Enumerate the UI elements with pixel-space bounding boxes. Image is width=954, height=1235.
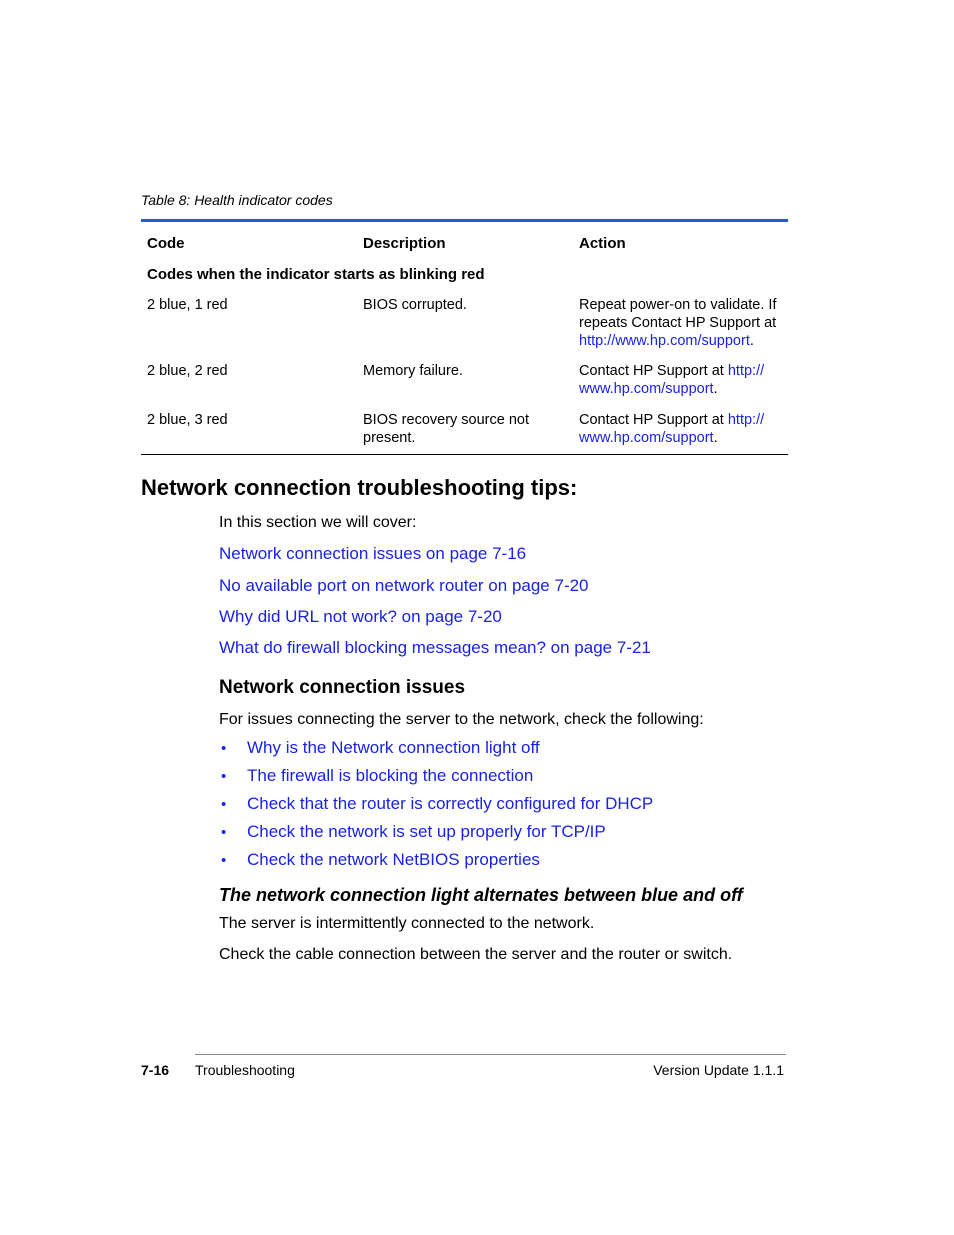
toc-link[interactable]: No available port on network router on page 7-20 [219, 576, 589, 595]
table-row-action [579, 362, 784, 398]
topic-paragraph: The server is intermittently connected to the network. [219, 915, 595, 932]
column-header-action: Action [579, 235, 626, 252]
footer-rule [195, 1054, 786, 1055]
section-title: Network connection troubleshooting tips: [141, 475, 578, 500]
page-number: 7-16 [141, 1062, 170, 1078]
table-row-code: 2 blue, 3 red [147, 412, 228, 428]
toc-link[interactable]: Network connection issues on page 7-16 [219, 544, 527, 563]
column-header-description: Description [363, 235, 446, 252]
table-row-code: 2 blue, 1 red [147, 297, 228, 313]
section-intro: In this section we will cover: [219, 514, 417, 531]
support-link[interactable]: http://www.hp.com/support [579, 333, 750, 349]
bullet-link[interactable]: The firewall is blocking the connection [247, 766, 534, 785]
action-text: Contact HP Support at [579, 363, 724, 379]
column-header-code: Code [147, 235, 185, 252]
action-text: Repeat power-on to validate. If repeats Contact HP Support at [579, 297, 777, 331]
topic-paragraph: Check the cable connection between the server and the router or switch. [219, 946, 733, 963]
bullet-link[interactable]: Check the network is set up properly for TCP/IP [247, 822, 606, 841]
bullet-marker: • [221, 740, 227, 757]
bullet-marker: • [221, 796, 227, 813]
bullet-link[interactable]: Check that the router is correctly configured for DHCP [247, 794, 654, 813]
table-group-label: Codes when the indicator starts as blinking red [147, 266, 485, 283]
table-row-description: Memory failure. [363, 363, 463, 379]
footer-version: Version Update 1.1.1 [653, 1062, 784, 1078]
subsection-intro: For issues connecting the server to the network, check the following: [219, 711, 704, 728]
support-link[interactable]: http:// www.hp.com/support [579, 363, 765, 397]
topic-title: The network connection light alternates between blue and off [219, 885, 743, 905]
bullet-marker: • [221, 824, 227, 841]
table-bottom-rule [141, 454, 788, 455]
table-caption: Table 8: Health indicator codes [141, 192, 333, 208]
bullet-link[interactable]: Why is the Network connection light off [247, 738, 540, 757]
toc-link[interactable]: What do firewall blocking messages mean? on page 7-21 [219, 638, 651, 657]
table-row-description: BIOS corrupted. [363, 297, 467, 313]
bullet-link[interactable]: Check the network NetBIOS properties [247, 850, 540, 869]
action-end: . [713, 430, 718, 446]
support-link[interactable]: http:// www.hp.com/support [579, 412, 765, 446]
table-row-action [579, 296, 784, 350]
table-row-description: BIOS recovery source not present. [363, 412, 530, 446]
action-end: . [713, 381, 718, 397]
table-row-code: 2 blue, 2 red [147, 363, 228, 379]
action-end: . [749, 333, 754, 349]
bullet-marker: • [221, 768, 227, 785]
bullet-marker: • [221, 852, 227, 869]
subsection-title: Network connection issues [219, 677, 466, 698]
action-text: Contact HP Support at [579, 412, 724, 428]
table-row-action [579, 411, 784, 447]
footer-section-name: Troubleshooting [195, 1062, 295, 1078]
toc-link[interactable]: Why did URL not work? on page 7-20 [219, 607, 502, 626]
table-top-rule [141, 219, 788, 222]
